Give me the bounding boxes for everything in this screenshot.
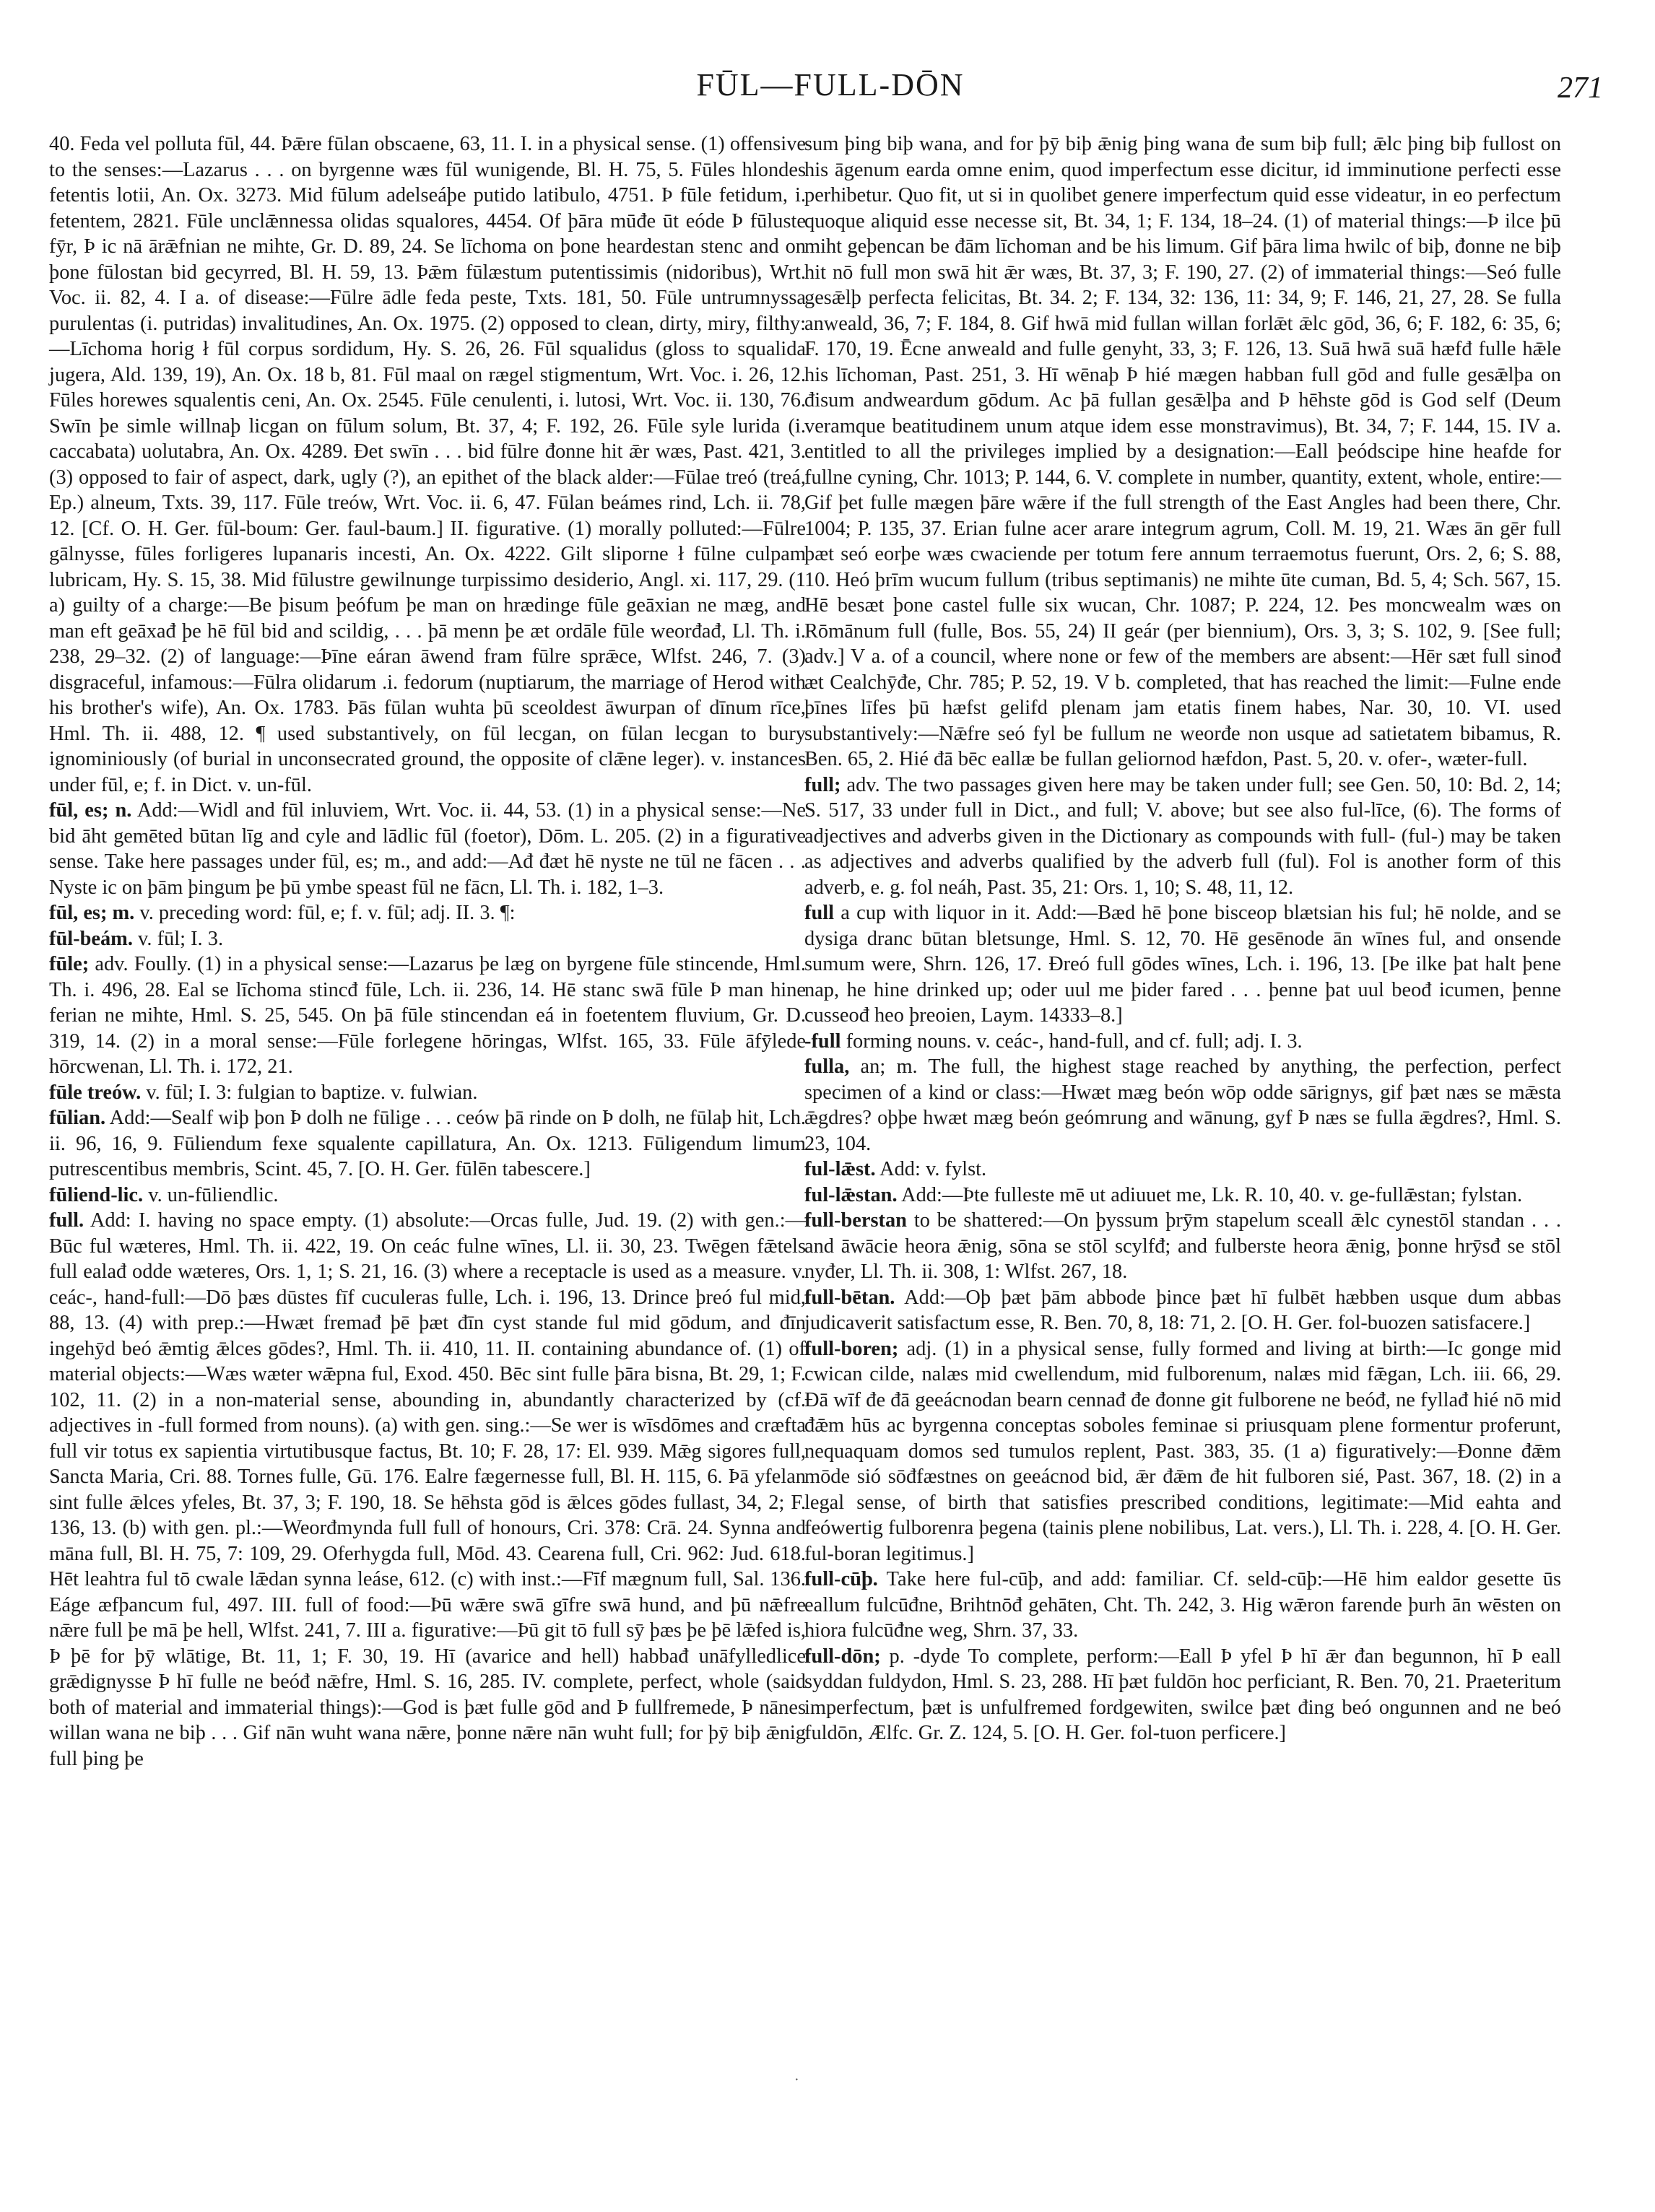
entry-headword: fūl-beám. <box>49 927 133 950</box>
entry-text: 40. Feda vel polluta fūl, 44. Þǣre fūlan obscaene, 63, 11. I. in a physical sense. (1) offensive to the senses:—Lazarus . . . on byrgenne wæs fūl wunigende, Bl. H. 75, 5. Fūles hlondes fetentis lotii, An. Ox. 3273. Mid fūlum adelseáþe putido latibulo, 4751. Þ fūle fetidum, i. fetentem, 2821. Fūle unclǣnnessa olidas squalores, 4454. Of þāra mūđe ūt eóde Þ fūluste fȳr, Þ ic nā ārǣfnian ne mihte, Gr. D. 89, 24. Se līchoma on þone heardestan stenc and on þone fūlostan bid gecyrred, Bl. H. 59, 13. Þǣm fūlæstum putentissimis (nidoribus), Wrt. Voc. ii. 82, 4. I a. of disease:—Fūlre ādle feda peste, Txts. 181, 50. Fūle untrumnyssa purulentas (i. putridas) invalitudines, An. Ox. 1975. (2) opposed to clean, dirty, miry, filthy:—Līchoma horig ł fūl corpus sordidum, Hy. S. 26, 26. Fūl squalidus (gloss to squalida jugera, Ald. 139, 19), An. Ox. 18 b, 81. Fūl maal on rægel stigmentum, Wrt. Voc. i. 26, 12. Fūles horewes squalentis ceni, An. Ox. 2545. Fūle cenulenti, i. lutosi, Wrt. Voc. ii. 130, 76. Swīn þe simle willnaþ licgan on fūlum solum, Bt. 37, 4; F. 192, 26. Fūle syle lurida (i. caccabata) uolutabra, An. Ox. 4289. Đet swīn . . . bid fūlre đonne hit ǣr wæs, Past. 421, 3. (3) opposed to fair of aspect, dark, ugly (?), an epithet of the black alder:—Fūlae treó (treá, Ep.) alneum, Txts. 39, 117. Fūle treów, Wrt. Voc. ii. 6, 47. Fūlan beámes rind, Lch. ii. 78, 12. [Cf. O. H. Ger. fūl-boum: Ger. faul-baum.] II. figurative. (1) morally polluted:—Fūlre gālnysse, fūles forligeres lupanaris incesti, An. Ox. 4222. Gilt sliporne ł fūlne culpam lubricam, Hy. S. 15, 38. Mid fūlustre gewilnunge turpissimo desiderio, Angl. xi. 117, 29. (1 a) guilty of a charge:—Be þisum þeófum þe man on hrædinge fūle geāxian ne mæg, and man eft geāxađ þe hē fūl bid and scildig, . . . þā menn þe æt ordāle fūle weorđađ, Ll. Th. i. 238, 29–32. (2) of language:—Þīne eáran āwend fram fūlre sprǣce, Wlfst. 246, 7. (3) disgraceful, infamous:—Fūlra olidarum .i. fedorum (nuptiarum, the marriage of Herod with his brother's wife), An. Ox. 1783. Þās fūlan wuhta þū sceoldest āwurpan of dīnum rīce, Hml. Th. ii. 488, 12. ¶ used substantively, on fūl lecgan, on fūlan lecgan to bury ignominiously (of burial in unconsecrated ground, the opposite of clǣne leger). v. instances under fūl, e; f. in Dict. v. un-fūl. <box>49 133 806 796</box>
dictionary-entry <box>804 131 1561 772</box>
entry-headword: full-berstan <box>804 1209 907 1232</box>
entry-text: adj. (1) in a physical sense, fully formed and living at birth:—Ic gonge mid cwican cilde, nalæs mid cwellendum, mid fulborenum, nalæs mid fǣgan, Lch. iii. 66, 29. Đā wīf đe đā geeácnodan bearn cennađ đe đonne git fulborene ne beóđ, ne fyllađ hié nō mid đǣm hūs ac byrgenna conceptas soboles feminae si priusquam plene formentur proferunt, nequaquam domos sed tumulos replent, Past. 383, 35. (1 a) figuratively:—Đonne đǣm mōde sió sōđfæstnes on geeácnod bid, ǣr đǣm đe hit fulboren sié, Past. 367, 18. (2) in a legal sense, of birth that satisfies prescribed conditions, legitimate:—Mid eahta and feówertig fulborenra þegena (tainis plene nobilibus, Lat. vers.), Ll. Th. i. 228, 4. [O. H. Ger. ful-boran legitimus.] <box>804 1337 1561 1565</box>
entry-headword: full-bētan. <box>804 1286 895 1309</box>
entry-text: adv. Foully. (1) in a physical sense:—Lazarus þe læg on byrgene fūle stincende, Hml. Th. i. 496, 28. Eal se līchoma stincđ fūle, Lch. ii. 236, 14. Hē stanc swā fūle Þ man hine ferian ne mihte, Hml. S. 25, 545. On þā fūle stincendan eá in foetentem fluvium, Gr. D. 319, 14. (2) in a moral sense:—Fūle forlegene hōringas, Wlfst. 165, 33. Fūle āfȳlede hōrcwenan, Ll. Th. i. 172, 21. <box>49 953 806 1078</box>
entry-headword: fūliend-lic. <box>49 1183 144 1206</box>
entry-headword: fūl, es; n. <box>49 799 132 822</box>
entry-headword: -full <box>804 1029 841 1053</box>
dictionary-entry <box>49 1080 806 1106</box>
entry-text: Add:—Oþ þæt þām abbode þince þæt hī fulbēt hæbben usque dum abbas judicaverit satisfactum esse, R. Ben. 70, 8, 18: 71, 2. [O. H. Ger. fol-buozen satisfacere.] <box>804 1286 1561 1334</box>
entry-text: a cup with liquor in it. Add:—Bæd hē þone bisceop blætsian his ful; hē nolde, and se dysiga dranc būtan bletsunge, Hml. S. 12, 70. Hē gesēnode ān wīnes ful, and onsende sumum were, Shrn. 126, 17. Đreó full gōdes wīnes, Lch. i. 196, 13. [Þe ilke þat halt þene nap, he hine drinked up; oder uul me þider fared . . . þenne þat uul beođ icumen, þenne cusseođ heo þreoien, Laym. 14333–8.] <box>804 902 1561 1027</box>
entry-headword: full; <box>804 773 841 796</box>
entry-headword: ful-lǣst. <box>804 1158 876 1180</box>
dictionary-entry <box>49 1208 806 1772</box>
left-column <box>49 131 806 1772</box>
entry-headword: full-dōn; <box>804 1645 881 1668</box>
entry-headword: fūle treów. <box>49 1081 142 1104</box>
dictionary-entry <box>804 1183 1561 1209</box>
dictionary-entry <box>804 1567 1561 1644</box>
entry-headword: full. <box>49 1209 84 1232</box>
entry-headword: fūlian. <box>49 1107 106 1129</box>
entry-headword: fūl, es; m. <box>49 902 135 924</box>
dictionary-entry <box>804 1054 1561 1157</box>
entry-text: Add: I. having no space empty. (1) absolute:—Orcas fulle, Jud. 19. (2) with gen.:—Būc ful wæteres, Hml. Th. ii. 422, 19. On ceác fulne wīnes, Ll. ii. 30, 23. Twēgen fǣtels full ealađ odde wæteres, Ors. 1, 1; S. 21, 16. (3) where a receptacle is used as a measure. v. ceác-, hand-full:—Dō þæs dūstes fīf cuculeras fulle, Lch. i. 196, 13. Drince þreó ful mid, 88, 13. (4) with prep.:—Hwæt fremađ þē þæt đīn cyst stande ful mid gōdum, and đīn ingehȳd beó ǣmtig ǣlces gōdes?, Hml. Th. ii. 410, 11. II. containing abundance of. (1) of material objects:—Wæs wæter wǣpna ful, Exod. 450. Bēc sint fulle þāra bisna, Bt. 29, 1; F. 102, 11. (2) in a non-material sense, abounding in, abundantly characterized by (cf. adjectives in -full formed from nouns). (a) with gen. sing.:—Se wer is wīsdōmes and cræfta full vir totus ex sapientia virtutibusque factus, Bt. 10; F. 28, 17: El. 939. Mǣg sigores full, Sancta Maria, Cri. 88. Tornes fulle, Gū. 176. Ealre fægernesse full, Bl. H. 115, 6. Þā yfelan sint fulle ǣlces yfeles, Bt. 37, 3; F. 190, 18. Se hēhsta gōd is ǣlces gōdes fullast, 34, 2; F. 136, 13. (b) with gen. pl.:—Weorđmynda full full of honours, Cri. 378: Crā. 24. Synna and māna full, Bl. H. 75, 7: 109, 29. Oferhygda full, Mōd. 43. Cearena full, Cri. 962: Jud. 618. Hēt leahtra ful tō cwale lǣdan synna leáse, 612. (c) with inst.:—Fīf mægnum full, Sal. 136. Eáge æfþancum ful, 497. III. full of food:—Þū wǣre swā gīfre swā hund, and þū nǣfre nǣre full þe mā þe hell, Wlfst. 241, 7. III a. figurative:—Þū git tō full sȳ þæs þe þē lǣfed is, Þ þē for þȳ wlātige, Bt. 11, 1; F. 30, 19. Hī (avarice and hell) habbađ unāfylledlice grǣdignysse Þ hī fulle ne beóđ nǣfre, Hml. S. 16, 285. IV. complete, perfect, whole (said both of material and immaterial things):—God is þæt fulle gōd and Þ fullfremede, Þ nānes willan wana ne biþ . . . Gif nān wuht wana nǣre, þonne nǣre nān wuht full; for þȳ biþ ǣnig full þing þe <box>49 1209 807 1770</box>
entry-text: sum þing biþ wana, and for þȳ biþ ǣnig þing wana đe sum biþ full; ǣlc þing biþ fullost on his āgenum earda omne enim, quod imperfectum esse dicitur, id imminutione perfecti esse perhibetur. Quo fit, ut si in quolibet genere imperfectum quid esse videatur, in eo perfectum quoque aliquid esse necesse sit, Bt. 34, 1; F. 134, 18–24. (1) of material things:—Þ ilce þū miht geþencan be đām līchoman and be his limum. Gif þāra lima hwilc of biþ, đonne ne biþ hit nō full mon swā hit ǣr wæs, Bt. 37, 3; F. 190, 27. (2) of immaterial things:—Seó fulle gesǣlþ perfecta felicitas, Bt. 34. 2; F. 134, 32: 136, 11: 34, 9; F. 146, 21, 27, 28. Se fulla anweald, 36, 7; F. 184, 8. Gif hwā mid fullan willan forlǣt ǣlc gōd, 36, 6; F. 182, 6: 35, 6; F. 170, 19. Ēcne anweald and fulle genyht, 33, 3; F. 126, 13. Suā hwā suā hæfđ fulle hǣle his līchoman, Past. 251, 3. Hī wēnaþ Þ hié mægen habban full gōd and fulle gesǣlþa on đisum andweardum gōdum. Ac þā fullan gesǣlþa and Þ hēhste gōd is God self (Deum veramque beatitudinem unum atque idem esse monstravimus), Bt. 34, 7; F. 144, 15. IV a. entitled to all the privileges implied by a designation:—Eall þeódscipe hine heafde for fullne cyning, Chr. 1013; P. 144, 6. V. complete in number, quantity, extent, whole, entire:—Gif þet fulle mægen þāre wǣre if the full strength of the East Angles had been there, Chr. 1004; P. 135, 37. Erian fulne acer arare integrum agrum, Coll. M. 19, 21. Wæs ān gēr full þæt seó eorþe wæs cwaciende per totum fere annum terraemotus fuerunt, Ors. 2, 6; S. 88, 10. Heó þrīm wucum fullum (tribus septimanis) ne mihte ūte cuman, Bd. 5, 4; Sch. 567, 15. Hē besæt þone castel fulle six wucan, Chr. 1087; P. 224, 12. Þes moncwealm wæs on Rōmānum full (fulle, Bos. 55, 24) II geár (per biennium), Ors. 3, 3; S. 102, 9. [See full; adv.] V a. of a council, where none or few of the members are absent:—Hēr sæt full sinođ æt Cealchȳđe, Chr. 785; P. 52, 19. V b. completed, that has reached the limit:—Fulne ende þīnes līfes þū hæfst gelifd plenam jam etatis finem habes, Nar. 30, 10. VI. used substantively:—Nǣfre seó fyl be fullum ne weorđe non usque ad satietatem bibamus, R. Ben. 65, 2. Hié đā bēc eallæ be fullan geliornod hæfdon, Past. 5, 20. v. ofer-, wæter-full. <box>804 133 1561 770</box>
dictionary-entry <box>49 131 806 798</box>
entry-text: adv. The two passages given here may be taken under full; see Gen. 50, 10: Bd. 2, 14; S. 517, 33 under full in Dict., and full; V. above; but see also ful-līce, (6). The forms of adjectives and adverbs given in the Dictionary as compounds with full- (ful-) may be taken as adjectives and adverbs qualified by the adverb full (ful). Fol is another form of this adverb, e. g. fol neáh, Past. 35, 21: Ors. 1, 10; S. 48, 11, 12. <box>804 773 1561 899</box>
entry-text: an; m. The full, the highest stage reached by anything, the perfection, perfect specimen of a kind or class:—Hwæt mæg beón wōp odde sārignys, gif þæt næs se mǣsta ǣgdres? oþþe hwæt mæg beón geómrung and wānung, gyf Þ næs se fulla ǣgdres?, Hml. S. 23, 104. <box>804 1055 1561 1155</box>
entry-headword: full <box>804 902 835 924</box>
dictionary-entry <box>804 1157 1561 1183</box>
entry-text: v. preceding word: fūl, e; f. v. fūl; adj. II. 3. ¶: <box>139 902 516 924</box>
entry-headword: full-cūþ. <box>804 1568 878 1590</box>
entry-headword: fulla, <box>804 1055 850 1078</box>
dictionary-entry <box>49 1105 806 1183</box>
dictionary-entry <box>804 1644 1561 1746</box>
entry-headword: full-boren; <box>804 1337 899 1360</box>
entry-text: Add:—Þte fulleste mē ut adiuuet me, Lk. R. 10, 40. v. ge-fullǣstan; fylstan. <box>901 1183 1523 1206</box>
running-head: FŪL—FULL-DŌN <box>696 67 965 103</box>
entry-text: Add:—Sealf wiþ þon Þ dolh ne fūlige . . . ceów þā rinde on Þ dolh, ne fūlaþ hit, Lch. ii. 96, 16, 9. Fūliendum fexe squalente capillatura, An. Ox. 1213. Fūligendum limum putrescentibus membris, Scint. 45, 7. [O. H. Ger. fūlēn tabescere.] <box>49 1107 807 1180</box>
dictionary-entry <box>804 1029 1561 1055</box>
entry-text: p. -dyde To complete, perform:—Eall Þ yfel Þ hī ǣr đan begunnon, hī Þ eall syddan fuldydon, Hml. S. 23, 288. Hī þæt fuldōn hoc perficiant, R. Ben. 70, 21. Praeteritum imperfectum, þæt is unfulfremed fordgewiten, swilce þæt đing beó ongunnen and ne beó fuldōn, Ælfc. Gr. Z. 124, 5. [O. H. Ger. fol-tuon perficere.] <box>804 1645 1561 1744</box>
dictionary-entry <box>49 952 806 1080</box>
entry-text: forming nouns. v. ceác-, hand-full, and cf. full; adj. I. 3. <box>846 1029 1303 1053</box>
dictionary-entry <box>804 1285 1561 1336</box>
entry-text: v. un-fūliendlic. <box>148 1183 279 1206</box>
entry-text: Add:—Widl and fūl inluviem, Wrt. Voc. ii. 44, 53. (1) in a physical sense:—Ne bid āht gemēted būtan līg and cyle and lādlic fūl (foetor), Dōm. L. 205. (2) in a figurative sense. Take here passages under fūl, es; m., and add:—Ađ đæt hē nyste ne tūl ne fācen . . . Nyste ic on þām þingum þe þū ymbe speast fūl ne fācn, Ll. Th. i. 182, 1–3. <box>49 799 806 899</box>
entry-headword: fūle; <box>49 953 90 975</box>
dictionary-entry <box>49 900 806 926</box>
dictionary-entry <box>804 772 1561 901</box>
entry-text: v. fūl; I. 3: fulgian to baptize. v. fulwian. <box>146 1081 478 1104</box>
dictionary-entry <box>804 900 1561 1029</box>
dictionary-entry <box>804 1336 1561 1567</box>
dictionary-entry <box>804 1208 1561 1285</box>
entry-text: Add: v. fylst. <box>879 1158 987 1180</box>
dictionary-entry <box>49 926 806 952</box>
entry-text: v. fūl; I. 3. <box>138 927 224 950</box>
entry-text: Take here ful-cūþ, and add: familiar. Cf. seld-cūþ:—Hē him ealdor gesette ūs eallum fulcūđne, Brihtnōđ gehāten, Cht. Th. 242, 3. Hig wǣron farende þurh ān wēsten on hiora fulcūđne weg, Shrn. 37, 33. <box>804 1568 1561 1642</box>
entry-text: to be shattered:—On þyssum þrȳm stapelum sceall ǣlc cynestōl standan . . . and āwācie heora ǣnig, sōna se stōl scylfđ; and fulberste heora ǣnig, þonne hrȳsđ se stōl nyđer, Ll. Th. ii. 308, 1: Wlfst. 267, 18. <box>804 1209 1561 1283</box>
page-header <box>58 66 1603 117</box>
dictionary-entry <box>49 1183 806 1209</box>
right-column <box>804 131 1561 1746</box>
dictionary-entry <box>49 798 806 900</box>
page-speck: · <box>794 2072 799 2088</box>
page-number: 271 <box>1558 71 1603 105</box>
entry-headword: ful-lǣstan. <box>804 1183 898 1206</box>
